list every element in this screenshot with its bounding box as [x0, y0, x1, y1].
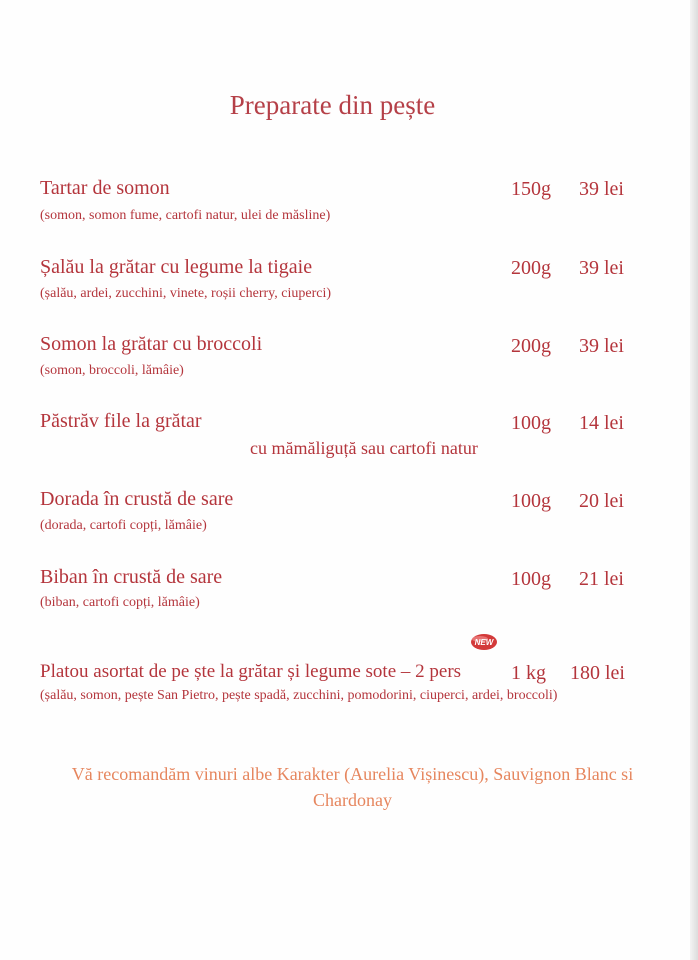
item-name: Păstrăv file la grătar: [40, 410, 202, 432]
item-weight: 1 kg: [511, 662, 546, 684]
item-name: Platou asortat de pe ște la grătar și legume sote – 2 pers: [40, 661, 462, 682]
item-name: Somon la grătar cu broccoli: [40, 333, 263, 355]
item-price: 14 lei: [579, 412, 624, 434]
item-weight: 200g: [511, 335, 551, 357]
item-description: (somon, somon fume, cartofi natur, ulei de măsline): [40, 208, 331, 223]
item-name: Șalău la grătar cu legume la tigaie: [40, 256, 313, 278]
item-price: 20 lei: [579, 490, 624, 512]
item-price: 39 lei: [579, 335, 624, 357]
item-name: Dorada în crustă de sare: [40, 488, 234, 510]
item-description: (somon, broccoli, lămâie): [40, 363, 184, 378]
item-price: 180 lei: [570, 662, 625, 684]
item-description: (dorada, cartofi copți, lămâie): [40, 518, 207, 533]
item-weight: 150g: [511, 178, 551, 200]
item-name: Biban în crustă de sare: [40, 566, 223, 588]
page-edge: [690, 0, 698, 960]
item-weight: 100g: [511, 568, 551, 590]
menu-title: Preparate din pește: [229, 90, 436, 120]
item-description: (biban, cartofi copți, lămâie): [40, 595, 200, 610]
item-price: 21 lei: [579, 568, 624, 590]
item-name: Tartar de somon: [40, 177, 170, 199]
item-weight: 100g: [511, 412, 551, 434]
item-description: (șalău, somon, pește San Pietro, pește spadă, zucchini, pomodorini, ciuperci, ardei, broccoli): [40, 688, 558, 703]
wine-recommendation: Vă recomandăm vinuri albe Karakter (Aurelia Vișinescu), Sauvignon Blanc si Chardonay: [71, 764, 634, 810]
item-price: 39 lei: [579, 257, 624, 279]
item-weight: 200g: [511, 257, 551, 279]
new-badge-icon: [470, 633, 498, 651]
item-price: 39 lei: [579, 178, 624, 200]
item-weight: 100g: [511, 490, 551, 512]
item-description: (șalău, ardei, zucchini, vinete, roșii cherry, ciuperci): [40, 286, 332, 301]
new-badge-label: NEW: [474, 638, 494, 647]
item-note: cu mămăliguță sau cartofi natur: [250, 438, 478, 458]
